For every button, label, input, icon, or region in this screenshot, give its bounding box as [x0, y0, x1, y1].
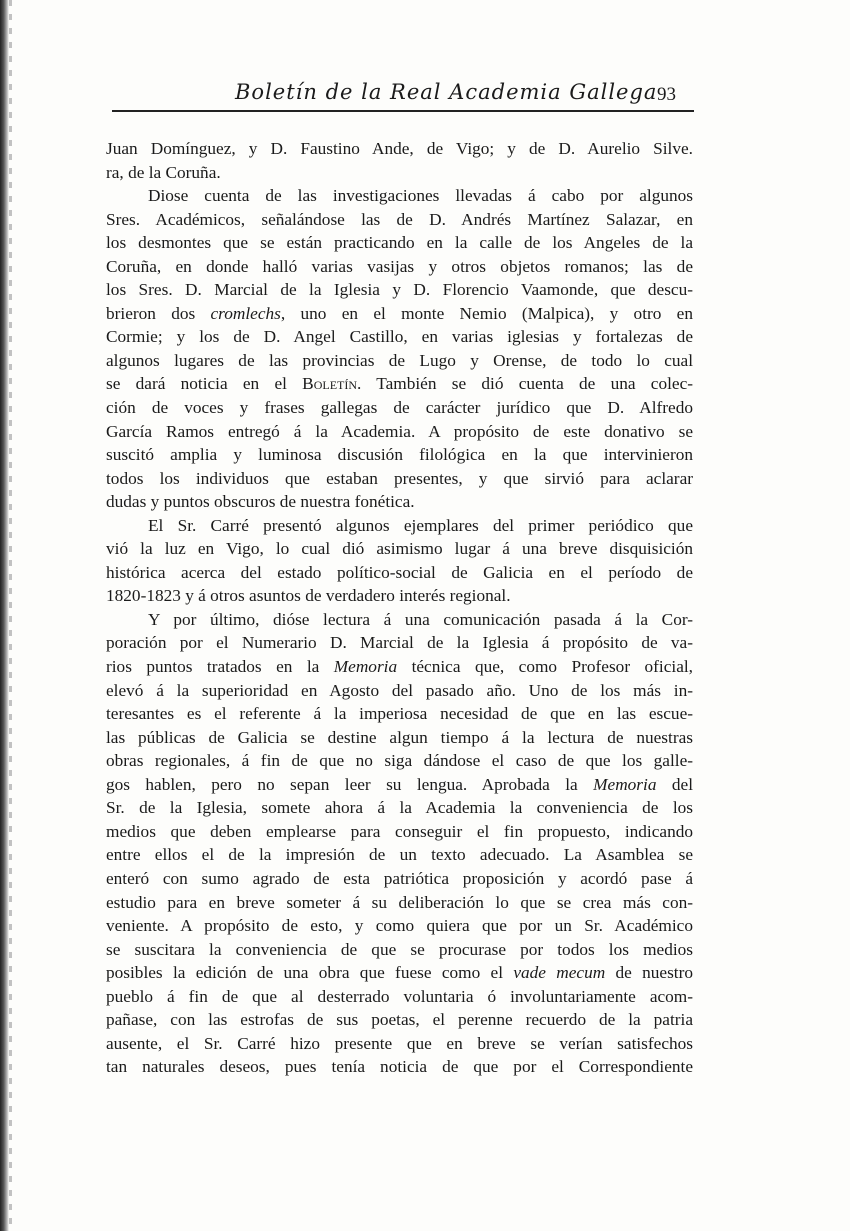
- text-segment: de nuestro: [605, 963, 693, 983]
- text-line: [106, 702, 693, 726]
- text-line: [106, 137, 693, 161]
- text-line: [106, 184, 693, 208]
- text-line: [106, 773, 693, 797]
- text-line: [106, 467, 693, 491]
- text-segment: ción de voces y frases gallegas de carácter jurídico que D. Alfredo: [106, 398, 693, 418]
- text-segment: pueblo á fin de que al desterrado voluntaria ó involuntariamente acom-: [106, 986, 693, 1006]
- text-line: [106, 961, 693, 985]
- header-rule: [112, 110, 694, 112]
- text-segment: , uno en el monte Nemio (Malpica), y otro en: [280, 303, 693, 323]
- italic-term: Memoria: [593, 774, 657, 794]
- body-text: [106, 137, 693, 1079]
- text-segment: los desmontes que se están practicando en la calle de los Angeles de la: [106, 233, 693, 253]
- text-segment: Cormie; y los de D. Angel Castillo, en varias iglesias y fortalezas de: [106, 327, 693, 347]
- text-line: [106, 843, 693, 867]
- text-segment: gos hablen, pero no sepan leer su lengua. Aprobada la: [106, 774, 594, 794]
- text-segment: Y por último, dióse lectura á una comunicación pasada á la Cor-: [148, 609, 693, 629]
- text-line: [106, 914, 693, 938]
- text-line: [106, 420, 693, 444]
- text-segment: ausente, el Sr. Carré hizo presente que en breve se verían satisfechos: [106, 1033, 693, 1053]
- text-line: [106, 231, 693, 255]
- text-segment: Diose cuenta de las investigaciones llevadas á cabo por algunos: [148, 186, 693, 206]
- text-line: [106, 1055, 693, 1079]
- text-segment: rios puntos tratados en la: [106, 657, 334, 677]
- text-line: [106, 161, 693, 185]
- text-segment: Juan Domínguez, y D. Faustino Ande, de Vigo; y de D. Aurelio Silve.: [106, 139, 693, 158]
- text-line: [106, 325, 693, 349]
- book-binding-edge: [0, 0, 9, 1231]
- text-line: [106, 1032, 693, 1056]
- text-segment: vió la luz en Vigo, lo cual dió asimismo lugar á una breve disquisición: [106, 539, 693, 559]
- italic-term: Memoria: [333, 657, 398, 677]
- text-line: [106, 490, 693, 514]
- text-segment: tan naturales deseos, pues tenía noticia de que por el Correspondiente: [106, 1057, 693, 1077]
- text-line: [106, 537, 693, 561]
- text-segment: se dará noticia en el: [106, 374, 303, 394]
- text-line: [106, 302, 693, 326]
- text-line: [106, 349, 693, 373]
- text-line: [106, 655, 693, 679]
- text-segment: García Ramos entregó á la Academia. A propósito de este donativo se: [106, 421, 693, 441]
- text-segment: dudas y puntos obscuros de nuestra fonética.: [106, 492, 415, 512]
- text-line: [106, 208, 693, 232]
- text-line: [106, 679, 693, 703]
- text-line: [106, 584, 693, 608]
- text-line: [106, 1008, 693, 1032]
- text-segment: histórica acerca del estado político-social de Galicia en el período de: [106, 562, 693, 582]
- binding-stitching: [9, 0, 12, 1231]
- text-segment: entre ellos el de la impresión de un texto adecuado. La Asamblea se: [106, 845, 693, 865]
- text-line: [106, 726, 693, 750]
- text-segment: enteró con sumo agrado de esta patriótica proposición y acordó pase á: [106, 868, 693, 888]
- text-segment: 1820-1823 y á otros asuntos de verdadero interés regional.: [106, 586, 511, 606]
- text-segment: los Sres. D. Marcial de la Iglesia y D. Florencio Vaamonde, que descu-: [106, 280, 693, 300]
- text-segment: medios que deben emplearse para conseguir el fin propuesto, indicando: [106, 821, 693, 841]
- text-line: [106, 749, 693, 773]
- text-line: [106, 938, 693, 962]
- text-segment: se suscitara la conveniencia de que se procurase por todos los medios: [106, 939, 693, 959]
- italic-term: vade mecum: [513, 963, 606, 983]
- text-line: [106, 985, 693, 1009]
- text-segment: poración por el Numerario D. Marcial de la Iglesia á propósito de va-: [106, 633, 693, 653]
- text-segment: del: [656, 774, 694, 794]
- text-line: [106, 514, 693, 538]
- text-segment: suscitó amplia y luminosa discusión filológica en la que intervinieron: [106, 445, 693, 465]
- text-segment: El Sr. Carré presentó algunos ejemplares del primer periódico que: [148, 515, 693, 535]
- text-line: [106, 396, 693, 420]
- text-segment: todos los individuos que estaban presentes, y que sirvió para aclarar: [106, 468, 693, 488]
- running-title: Boletín de la Real Academia Gallega: [235, 80, 658, 104]
- text-segment: teresantes es el referente á la imperiosa necesidad de que en las escue-: [106, 704, 693, 724]
- text-segment: posibles la edición de una obra que fuese como el: [106, 963, 514, 983]
- text-segment: pañase, con las estrofas de sus poetas, el perenne recuerdo de la patria: [106, 1010, 693, 1030]
- text-line: [106, 255, 693, 279]
- small-caps-term: Boletín: [302, 374, 358, 394]
- text-segment: las públicas de Galicia se destine algun tiempo á la lectura de nuestras: [106, 727, 693, 747]
- text-segment: algunos lugares de las provincias de Lugo y Orense, de todo lo cual: [106, 350, 693, 370]
- text-line: [106, 631, 693, 655]
- text-segment: técnica que, como Profesor oficial,: [397, 657, 693, 677]
- text-segment: Sr. de la Iglesia, somete ahora á la Academia la conveniencia de los: [106, 798, 693, 818]
- italic-term: cromlechs: [210, 303, 281, 323]
- text-line: [106, 372, 693, 396]
- text-segment: . También se dió cuenta de una colec-: [357, 374, 693, 394]
- text-segment: Coruña, en donde halló varias vasijas y otros objetos romanos; las de: [106, 256, 693, 276]
- text-line: [106, 278, 693, 302]
- text-line: [106, 608, 693, 632]
- text-line: [106, 820, 693, 844]
- text-segment: Sres. Académicos, señalándose las de D. Andrés Martínez Salazar, en: [106, 209, 693, 229]
- text-line: [106, 796, 693, 820]
- text-line: [106, 867, 693, 891]
- text-segment: obras regionales, á fin de que no siga dándose el caso de que los galle-: [106, 751, 693, 771]
- text-line: [106, 443, 693, 467]
- text-line: [106, 561, 693, 585]
- text-segment: elevó á la superioridad en Agosto del pasado año. Uno de los más in-: [106, 680, 693, 700]
- page-header: [110, 78, 694, 108]
- text-segment: veniente. A propósito de esto, y como quiera que por un Sr. Académico: [106, 916, 693, 936]
- text-segment: ra, de la Coruña.: [106, 162, 221, 182]
- text-line: [106, 891, 693, 915]
- text-segment: brieron dos: [106, 303, 211, 323]
- text-segment: estudio para en breve someter á su deliberación lo que se crea más con-: [106, 892, 693, 912]
- page-number: 93: [657, 84, 676, 105]
